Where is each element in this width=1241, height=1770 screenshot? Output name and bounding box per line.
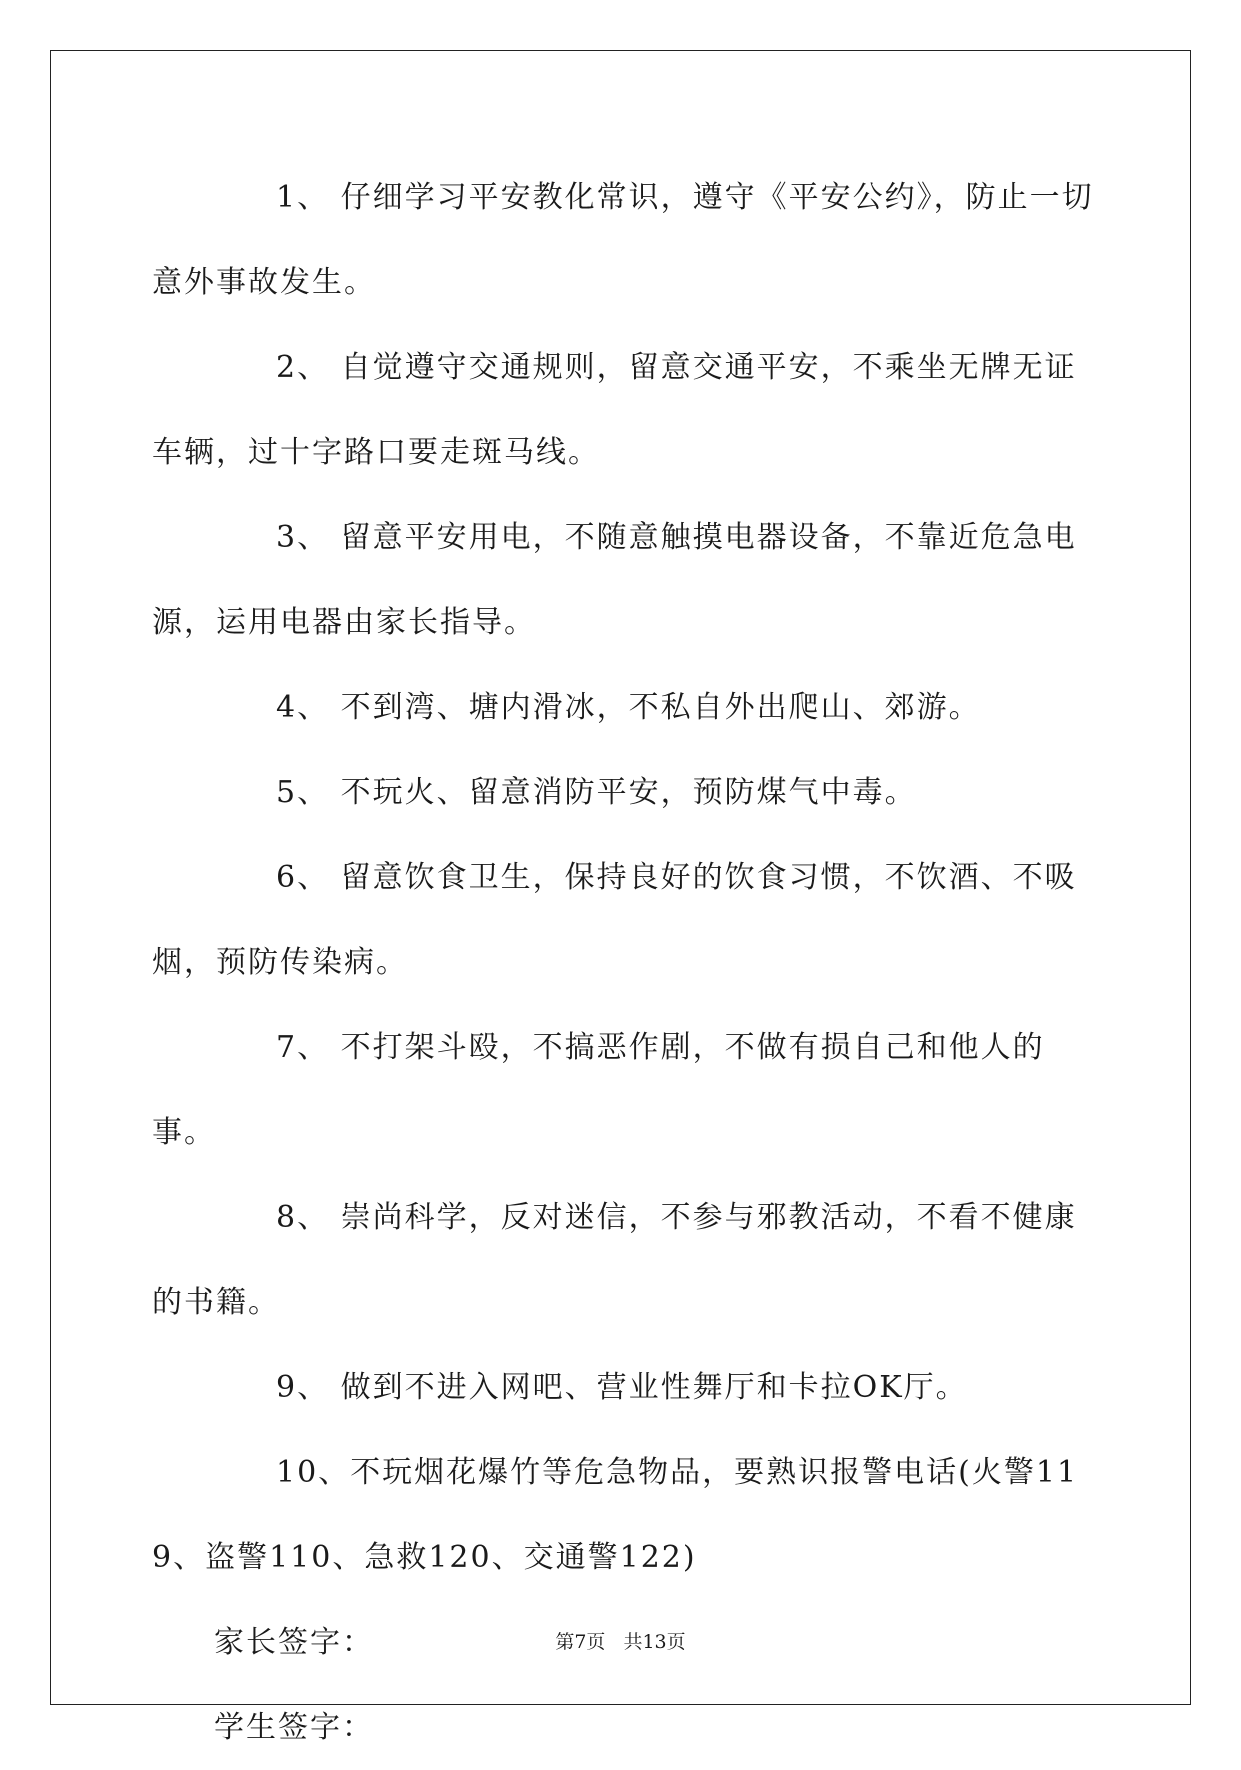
list-item [152, 1345, 1097, 1430]
item-number: 3、 [276, 520, 330, 555]
item-text: 留意饮食卫生，保持良好的饮食习惯，不饮酒、不吸烟，预防传染病。 [152, 860, 1077, 980]
item-number: 8、 [276, 1200, 330, 1235]
page-footer [0, 1630, 1241, 1654]
list-item [152, 665, 1097, 750]
document-body [152, 155, 1097, 1770]
item-text: 不玩烟花爆竹等危急物品，要熟识报警电话(火警119、盗警110、急救120、交通警122) [152, 1455, 1079, 1575]
item-text: 不到湾、塘内滑冰，不私自外出爬山、郊游。 [329, 690, 981, 725]
list-item [152, 835, 1097, 1005]
item-text: 崇尚科学，反对迷信，不参与邪教活动，不看不健康的书籍。 [152, 1200, 1077, 1320]
page-number: 第7页 [555, 1631, 606, 1653]
item-number: 2、 [276, 350, 330, 385]
list-item [152, 325, 1097, 495]
list-item [152, 495, 1097, 665]
item-text: 留意平安用电，不随意触摸电器设备，不靠近危急电源，运用电器由家长指导。 [152, 520, 1077, 640]
item-number: 7、 [276, 1030, 330, 1065]
list-item [152, 1175, 1097, 1345]
item-text: 做到不进入网吧、营业性舞厅和卡拉OK厅。 [329, 1370, 968, 1405]
item-text: 仔细学习平安教化常识，遵守《平安公约》，防止一切意外事故发生。 [152, 180, 1094, 300]
item-text: 不玩火、留意消防平安，预防煤气中毒。 [329, 775, 917, 810]
item-text: 自觉遵守交通规则，留意交通平安，不乘坐无牌无证车辆，过十字路口要走斑马线。 [152, 350, 1077, 470]
list-item [152, 750, 1097, 835]
list-item [152, 1005, 1097, 1175]
parent-signature-label: 家长签字： [214, 1625, 374, 1660]
student-signature-label: 学生签字： [214, 1710, 374, 1745]
item-number: 9、 [276, 1370, 330, 1405]
item-number: 4、 [276, 690, 330, 725]
item-number: 6、 [276, 860, 330, 895]
item-number: 1、 [276, 180, 330, 215]
list-item [152, 155, 1097, 325]
list-item [152, 1430, 1097, 1600]
item-number: 5、 [276, 775, 330, 810]
page-total: 共13页 [623, 1631, 686, 1653]
item-text: 不打架斗殴，不搞恶作剧，不做有损自己和他人的事。 [152, 1030, 1045, 1150]
item-number: 10、 [276, 1455, 351, 1490]
